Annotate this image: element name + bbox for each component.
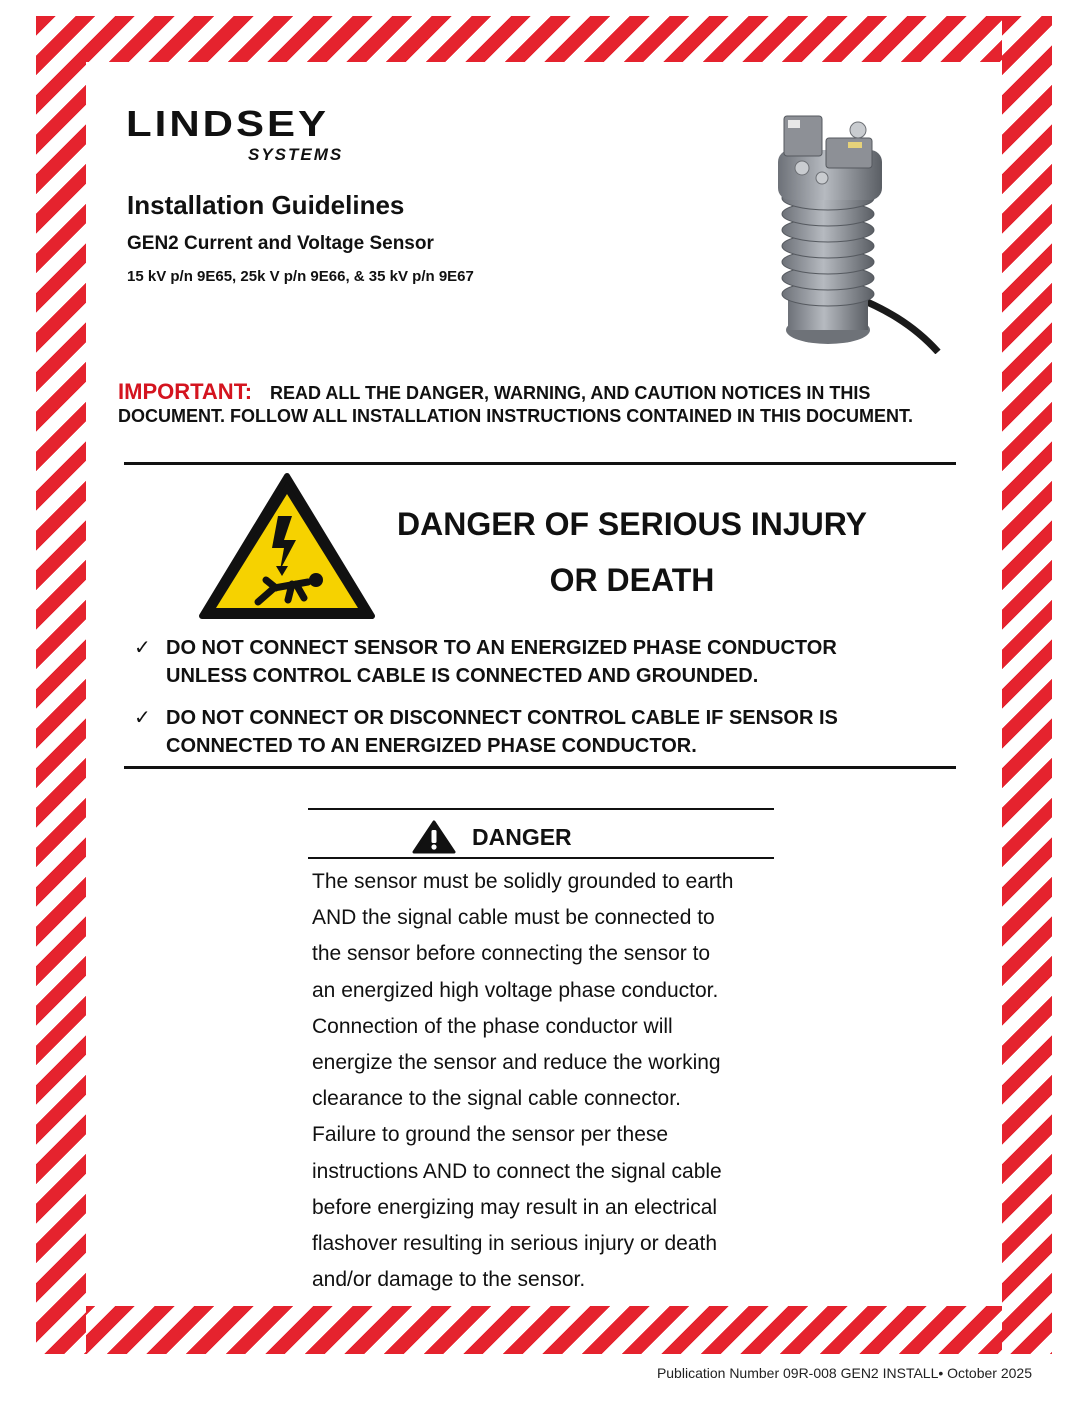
logo-subtitle: SYSTEMS (248, 145, 344, 164)
danger-line: The sensor must be solidly grounded to earth (312, 870, 734, 893)
divider-bottom (124, 766, 956, 769)
list-item (134, 704, 874, 760)
document-title: Installation Guidelines (127, 190, 405, 220)
hazard-border-left (36, 16, 86, 1354)
danger-line: Failure to ground the sensor per these (312, 1123, 669, 1147)
list-item (134, 634, 874, 690)
warning-triangle-icon (412, 820, 456, 854)
logo-wordmark: LINDSEY (126, 103, 330, 144)
divider-top (124, 462, 956, 465)
hazard-border-top (36, 16, 1052, 62)
lindsey-logo (126, 103, 386, 168)
hazard-border-bottom (36, 1306, 1052, 1354)
hazard-border-right (1002, 16, 1052, 1354)
danger-line: clearance to the signal cable connector. (312, 1087, 681, 1111)
important-notice (118, 380, 978, 428)
danger-line: and/or damage to the sensor. (312, 1268, 586, 1292)
danger-heading-line2: OR DEATH (549, 562, 715, 598)
electric-shock-warning-icon (196, 470, 378, 622)
part-numbers: 15 kV p/n 9E65, 25k V p/n 9E66, & 35 kV p/n 9E67 (127, 268, 474, 285)
checkmark-icon: ✓ (134, 637, 151, 659)
danger-box-rule-bottom (308, 857, 774, 859)
danger-label-text: DANGER (472, 823, 572, 850)
list-item-text: DO NOT CONNECT OR DISCONNECT CONTROL CABLE IF SENSOR IS CONNECTED TO AN ENERGIZED PHASE CONDUCTOR. (166, 707, 838, 757)
important-keyword: IMPORTANT: (118, 379, 253, 404)
danger-line: Connection of the phase conductor will (312, 1014, 673, 1038)
danger-box-rule-top (308, 808, 774, 810)
list-item-text: DO NOT CONNECT SENSOR TO AN ENERGIZED PHASE CONDUCTOR UNLESS CONTROL CABLE IS CONNECTED AND GROUNDED. (166, 637, 837, 687)
danger-description (312, 864, 782, 1298)
danger-line: energize the sensor and reduce the working (312, 1051, 721, 1075)
danger-heading (392, 496, 872, 608)
danger-line: AND the signal cable must be connected to (312, 906, 715, 930)
important-text: READ ALL THE DANGER, WARNING, AND CAUTION NOTICES IN THIS DOCUMENT. FOLLOW ALL INSTALLATION INSTRUCTIONS CONTAINED IN THIS DOCUMENT. (118, 383, 913, 426)
danger-line: instructions AND to connect the signal cable (312, 1159, 722, 1183)
danger-line: the sensor before connecting the sensor to (312, 942, 711, 966)
danger-heading-line1: DANGER OF SERIOUS INJURY (397, 506, 867, 542)
danger-line: an energized high voltage phase conductor. (312, 978, 719, 1002)
checkmark-icon: ✓ (134, 707, 151, 729)
sensor-product-image (762, 108, 946, 354)
danger-label (412, 818, 572, 856)
danger-checklist (134, 634, 874, 774)
publication-footer: Publication Number 09R-008 GEN2 INSTALL• October 2025 (656, 1365, 1032, 1381)
document-subtitle: GEN2 Current and Voltage Sensor (127, 233, 434, 254)
danger-line: flashover resulting in serious injury or death (312, 1232, 718, 1256)
danger-line: before energizing may result in an electrical (312, 1195, 718, 1219)
